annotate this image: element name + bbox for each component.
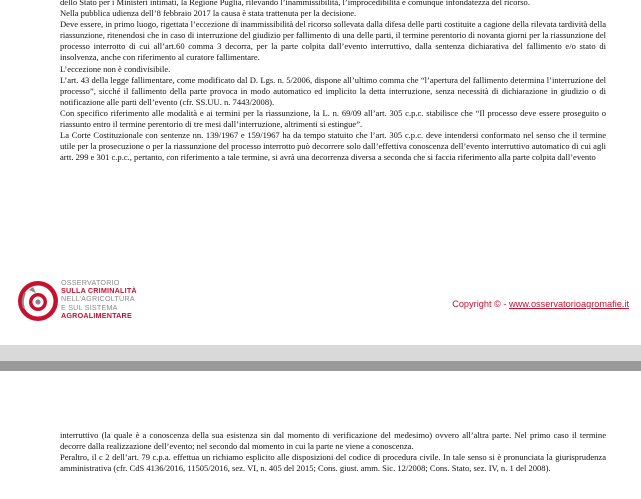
body-text — [60, 430, 606, 474]
logo-line: E SUL SISTEMA — [61, 302, 118, 312]
paragraph: dello Stato per i Ministeri intimati, la Regione Puglia, rilevando l’inammissibilità, l’improcedibilità e comunque infondatezza del ricorso. — [60, 0, 530, 7]
copyright-notice — [452, 299, 629, 309]
copyright-prefix: Copyright © - — [452, 299, 509, 309]
paragraph: La Corte Costituzionale con sentenze nn. 139/1967 e 159/1967 ha da tempo statuito che l’art. 305 c.p.c. deve intendersi conformato nel senso che il termine utile per la prosecuzione o per la riassunzione del processo interrotto può decorrere solo dall’effettiva conoscenza dell’evento interruttivo automatico di cui agli artt. 299 e 301 c.p.c., pertanto, con riferimento a tale termine, si avrà una decorrenza diversa a seconda che si faccia riferimento alla parte colpita dall’evento — [60, 130, 606, 163]
paragraph: Peraltro, il c 2 dell’art. 79 c.p.a. effettua un richiamo esplicito alle disposizioni del codice di procedura civile. In tale senso si è pronunciata la giurisprudenza amministrativa (cfr. CdS 4136/2016, 11505/2016, sez. VI, n. 405 del 2015; Cons. giust. amm. Sic. 12/2008; Cons. Stato, sez. IV, n. 1 del 2008). — [60, 452, 606, 474]
logo-line: OSSERVATORIO — [61, 278, 120, 287]
document-page-2 — [0, 371, 641, 499]
logo-wordmark — [61, 279, 137, 320]
paragraph: L’eccezione non è condivisibile. — [60, 63, 171, 74]
page-footer — [15, 276, 635, 326]
observatory-logo-icon — [15, 278, 61, 324]
paragraph: Nella pubblica udienza dell’8 febbraio 2017 la causa è stata trattenuta per la decisione. — [60, 8, 357, 19]
paragraph: Con specifico riferimento alle modalità e ai termini per la riassunzione, la L. n. 69/09 all’art. 305 c.p.c. stabilisce che “Il processo deve essere proseguito o riassunto entro il termine perentorio di tre mesi dall’interruzione, altrimenti si estingue”. — [60, 107, 606, 130]
paragraph: Deve essere, in primo luogo, rigettata l’eccezione di inammissibilità del ricorso sollevata dalla difesa delle parti costituite a cagione della rilevata tardività della riassunzione, ritenendosi che in caso di interruzione del giudizio per fallimento di una delle parti, il termine perentorio di novanta giorni per la riassunzione del processo interrotto di cui all’art.60 comma 3 decorra, per la parte colpita dall’evento interruttivo, dalla sentenza dichiarativa del fallimento e/o stato di insolvenza, anche con riferimento al curatore fallimentare. — [60, 19, 606, 63]
logo-line: AGROALIMENTARE — [61, 310, 132, 320]
page-separator — [0, 345, 641, 371]
logo-line: SULLA CRIMINALITÀ — [61, 286, 137, 296]
paragraph: L’art. 43 della legge fallimentare, come modificato dal D. Lgs. n. 5/2006, dispone all’ultimo comma che “l’apertura del fallimento determina l’interruzione del processo”, sicché il fallimento della parte provoca in modo automatico ed implicito la detta interruzione, senza necessità di dichiarazione in giudizio o di notificazione alle parti dell’evento (cfr. SS.UU. n. 7443/2008). — [60, 74, 606, 107]
paragraph: interruttivo (la quale è a conoscenza della sua esistenza sin dal momento di verificazione del medesimo) ovvero all’altra parte. Nel primo caso il termine decorre dalla realizzazione dell’evento; nel secondo dal momento in cui la parte ne viene a conoscenza. — [60, 430, 606, 452]
website-link[interactable]: www.osservatorioagromafie.it — [509, 299, 629, 309]
body-text — [60, 0, 606, 163]
logo-line: NELL’AGRICOLTURA — [61, 294, 135, 304]
